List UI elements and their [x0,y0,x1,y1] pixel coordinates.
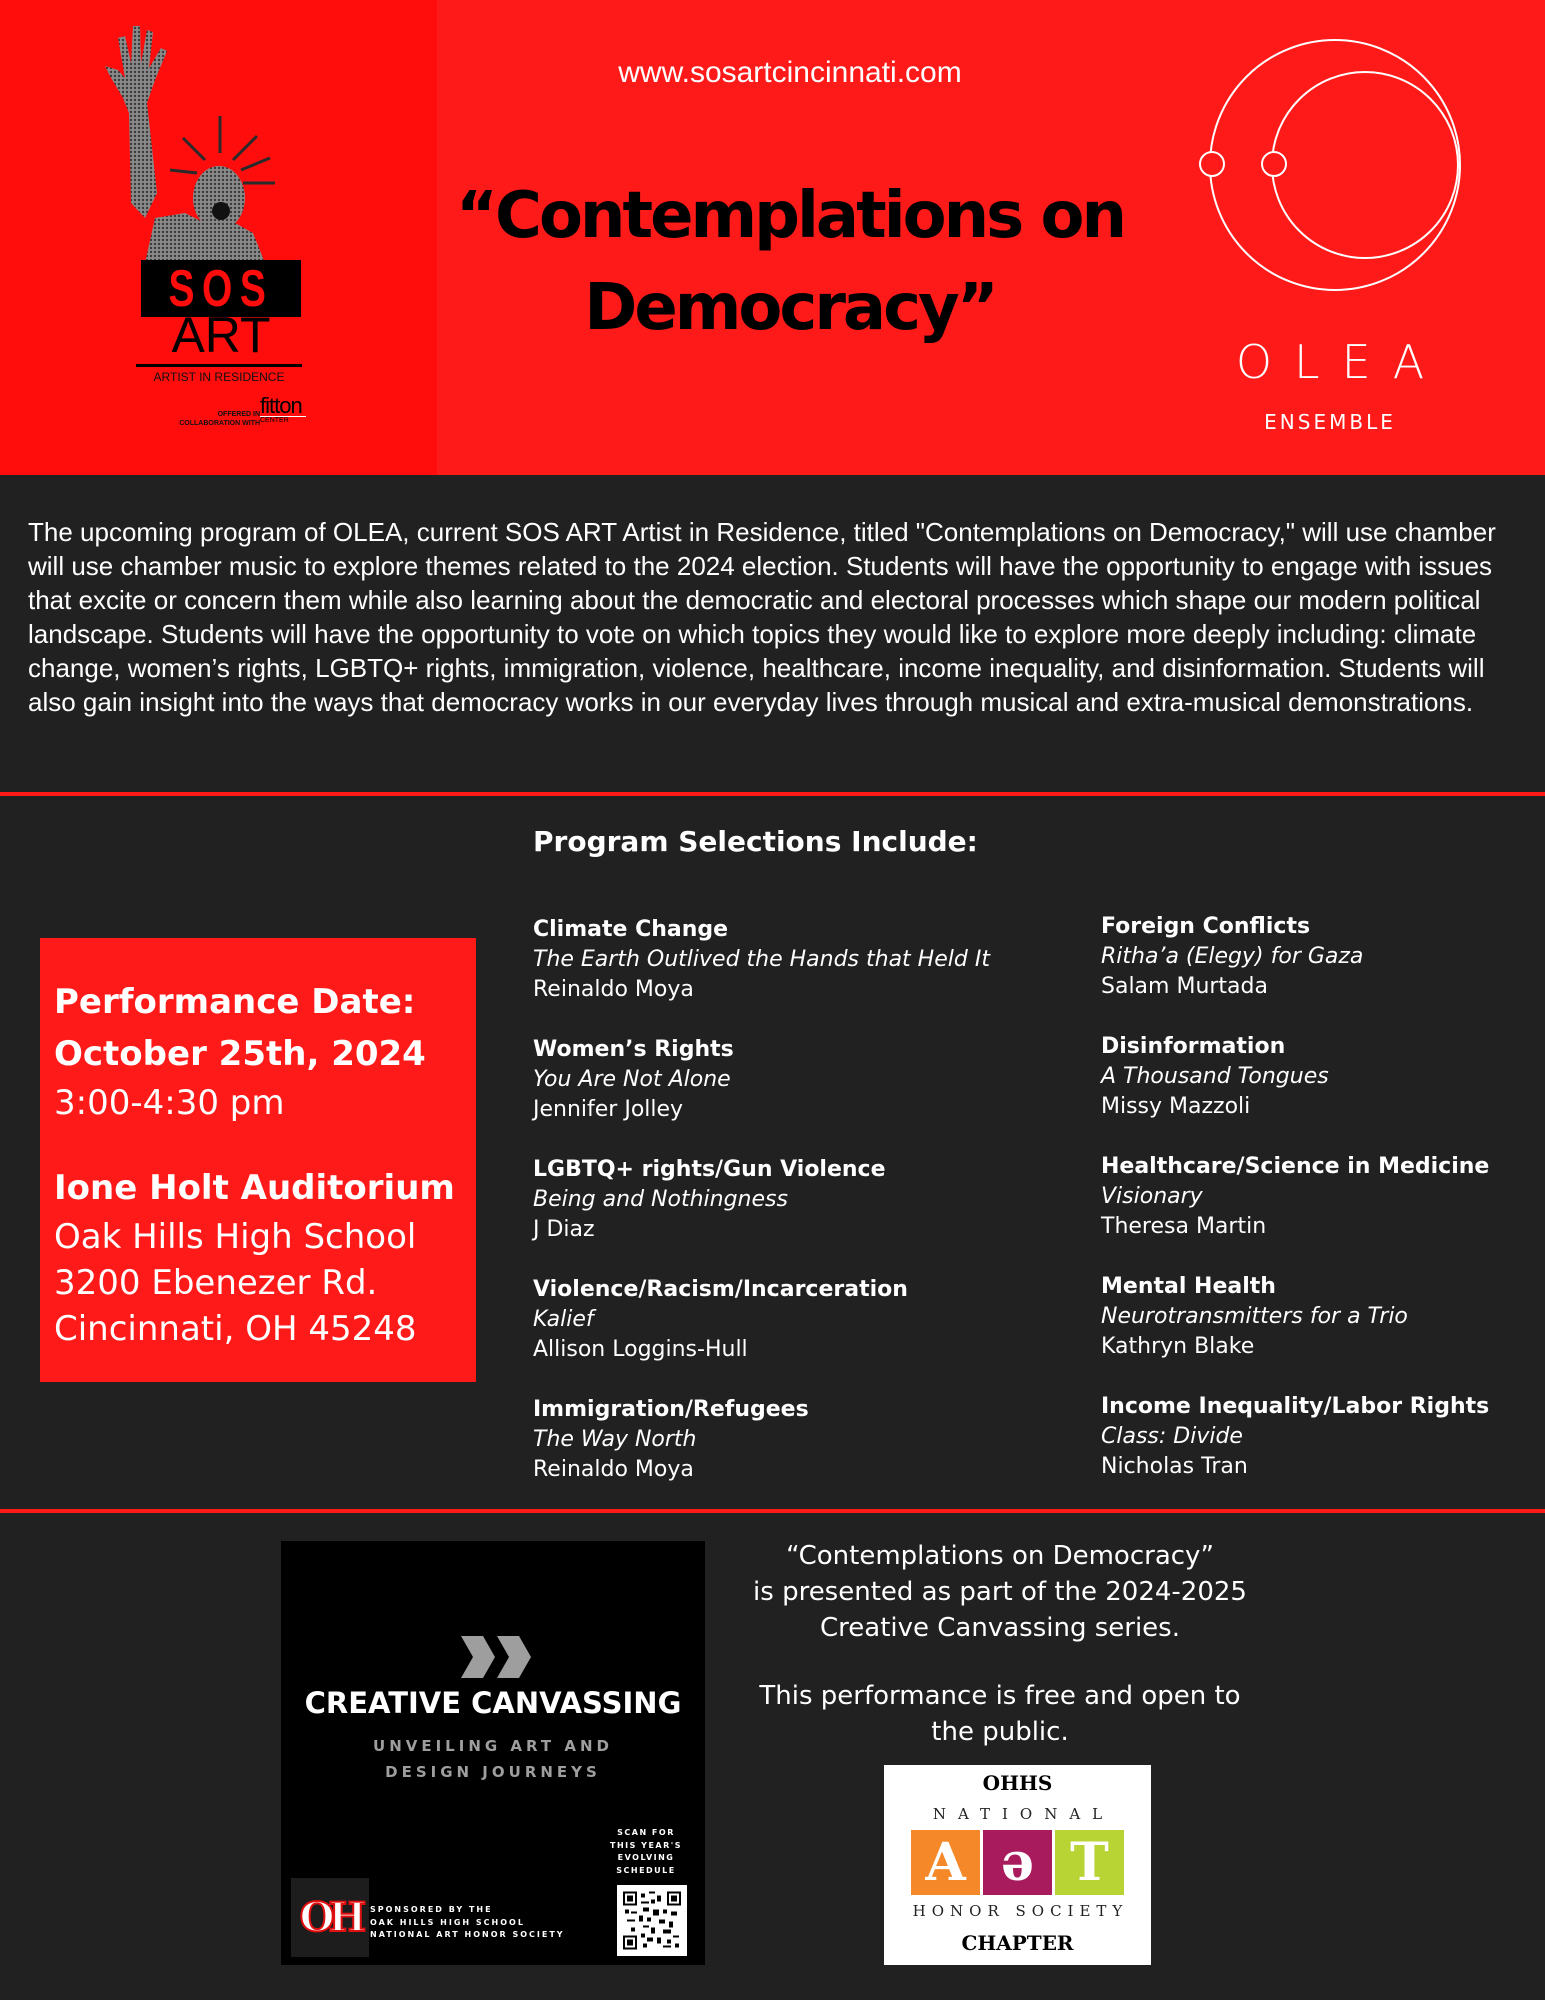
event-title-line-1: “Contemplations on [455,179,1125,253]
sos-logo-rule [136,364,302,367]
nahs-tile-r: ə [983,1830,1052,1895]
program-item [1101,1152,1541,1242]
program-item [1101,1392,1541,1482]
program-list-right [1101,912,1541,1512]
program-work: You Are Not Alone [533,1067,731,1092]
series-note-line-2: is presented as part of the 2024-2025 [753,1577,1247,1607]
program-work: Visionary [1101,1184,1203,1209]
program-work: The Earth Outlived the Hands that Held It [533,947,990,972]
program-theme: Immigration/Refugees [533,1397,809,1422]
collaboration-line-1: OFFERED IN [217,411,260,418]
fitton-center-logo [260,393,306,424]
program-composer: Jennifer Jolley [533,1097,684,1122]
subtitle-line-2: DESIGN JOURNEYS [385,1763,601,1781]
program-theme: Women’s Rights [533,1037,734,1062]
program-composer: Salam Murtada [1101,974,1268,999]
fitton-sub: CENTER [260,416,306,424]
qr-code[interactable] [617,1885,687,1956]
program-description: The upcoming program of OLEA, current SOS ART Artist in Residence, titled "Contemplations on Democracy," will use chamber will use chamber music to explore themes related to the 2024 election. Students will have the opportunity to engage with issues that excite or concern them while also learning about the democratic and electoral processes which shape our modern political landscape. Students will have the opportunity to vote on which topics they would like to explore more deeply including: climate change, women’s rights, LGBTQ+ rights, immigration, violence, healthcare, income inequality, and disinformation. Students will also gain insight into the ways that democracy works in our everyday lives through musical and extra-musical demonstrations. [28,517,1496,717]
sos-art-logo [0,0,437,475]
sponsor-line-3: NATIONAL ART HONOR SOCIETY [370,1930,565,1939]
scan-line-1: SCAN FOR [617,1828,675,1837]
nahs-national-label: NATIONAL [932,1805,1115,1823]
header-banner [0,0,1545,475]
program-item [533,1275,1053,1365]
program-item [533,1035,1053,1125]
statue-of-liberty-icon [85,18,300,263]
creative-canvassing-title: CREATIVE CANVASSING [304,1686,682,1720]
free-admission-line-2: the public. [931,1717,1069,1747]
sos-wordmark: SOS [168,259,274,318]
olea-wordmark: OLEA [1235,335,1447,389]
program-theme: Mental Health [1101,1274,1276,1299]
program-composer: Nicholas Tran [1101,1454,1248,1479]
program-item [533,1395,1053,1485]
program-item [533,915,1053,1005]
program-composer: J Diaz [533,1217,595,1242]
performance-info-box [40,938,476,1382]
program-composer: Reinaldo Moya [533,1457,694,1482]
qr-code-icon [623,1891,681,1950]
series-note-line-3: Creative Canvassing series. [820,1613,1180,1643]
program-composer: Kathryn Blake [1101,1334,1255,1359]
nahs-tile-t: T [1055,1830,1124,1895]
program-theme: Income Inequality/Labor Rights [1101,1394,1490,1419]
program-composer: Reinaldo Moya [533,977,694,1002]
program-theme: Climate Change [533,917,729,942]
olea-ensemble-label: ENSEMBLE [1264,410,1396,434]
venue-name: Ione Holt Auditorium [54,1168,455,1208]
program-work: A Thousand Tongues [1101,1064,1329,1089]
section-divider [0,1509,1545,1513]
nahs-art-tiles [911,1830,1124,1895]
scan-line-3: EVOLVING [617,1853,675,1862]
program-theme: Violence/Racism/Incarceration [533,1277,908,1302]
nahs-chapter-label: CHAPTER [961,1931,1074,1955]
program-list-left [533,915,1053,1515]
program-item [1101,912,1541,1002]
event-title [420,170,1160,354]
program-item [533,1155,1053,1245]
scan-label [606,1827,686,1877]
program-theme: LGBTQ+ rights/Gun Violence [533,1157,886,1182]
venue-city: Cincinnati, OH 45248 [54,1309,417,1349]
program-work: Class: Divide [1101,1424,1243,1449]
website-link[interactable]: www.sosartcincinnati.com [618,56,962,89]
event-title-line-2: Democracy” [584,271,996,345]
program-item [1101,1272,1541,1362]
oak-hills-logo [291,1878,369,1957]
art-wordmark: ART [171,307,271,363]
creative-canvassing-subtitle [281,1733,705,1785]
olea-circles-icon [1190,35,1470,295]
artist-in-residence-label: ARTIST IN RESIDENCE [153,370,285,384]
double-chevron-icon [461,1636,531,1678]
performance-time: 3:00-4:30 pm [54,1083,285,1123]
program-work: Kalief [533,1307,594,1332]
scan-line-2: THIS YEAR'S [610,1840,682,1850]
program-heading: Program Selections Include: [533,825,978,858]
collaboration-line-2: COLLABORATION WITH [179,420,260,427]
fitton-wordmark: fitton [260,393,302,418]
series-note-line-1: “Contemplations on Democracy” [786,1541,1214,1571]
program-item [1101,1032,1541,1122]
program-work: Being and Nothingness [533,1187,788,1212]
nahs-ohhs-label: OHHS [982,1771,1053,1795]
nahs-honor-society-label: HONOR SOCIETY [912,1902,1129,1920]
performance-date: October 25th, 2024 [54,1034,426,1074]
series-note [720,1538,1280,1750]
program-theme: Healthcare/Science in Medicine [1101,1154,1490,1179]
oak-hills-monogram: OH [299,1894,361,1941]
performance-date-label: Performance Date: [54,982,416,1022]
program-theme: Foreign Conflicts [1101,914,1311,939]
program-composer: Missy Mazzoli [1101,1094,1251,1119]
free-admission-line-1: This performance is free and open to [759,1681,1241,1711]
program-work: Neurotransmitters for a Trio [1101,1304,1408,1329]
collaboration-label [150,410,260,428]
creative-canvassing-poster [281,1541,705,1965]
sponsor-line-1: SPONSORED BY THE [370,1905,493,1914]
nahs-chapter-logo [884,1765,1151,1965]
section-divider [0,792,1545,796]
program-composer: Allison Loggins-Hull [533,1337,748,1362]
sponsor-label [370,1904,570,1942]
program-theme: Disinformation [1101,1034,1286,1059]
nahs-tile-a: A [911,1830,980,1895]
venue-school: Oak Hills High School [54,1217,417,1257]
program-work: The Way North [533,1427,697,1452]
program-composer: Theresa Martin [1101,1214,1267,1239]
subtitle-line-1: UNVEILING ART AND [373,1737,613,1755]
program-work: Ritha’a (Elegy) for Gaza [1101,944,1364,969]
venue-street: 3200 Ebenezer Rd. [54,1263,378,1303]
scan-line-4: SCHEDULE [616,1865,676,1875]
sponsor-line-2: OAK HILLS HIGH SCHOOL [370,1917,525,1927]
